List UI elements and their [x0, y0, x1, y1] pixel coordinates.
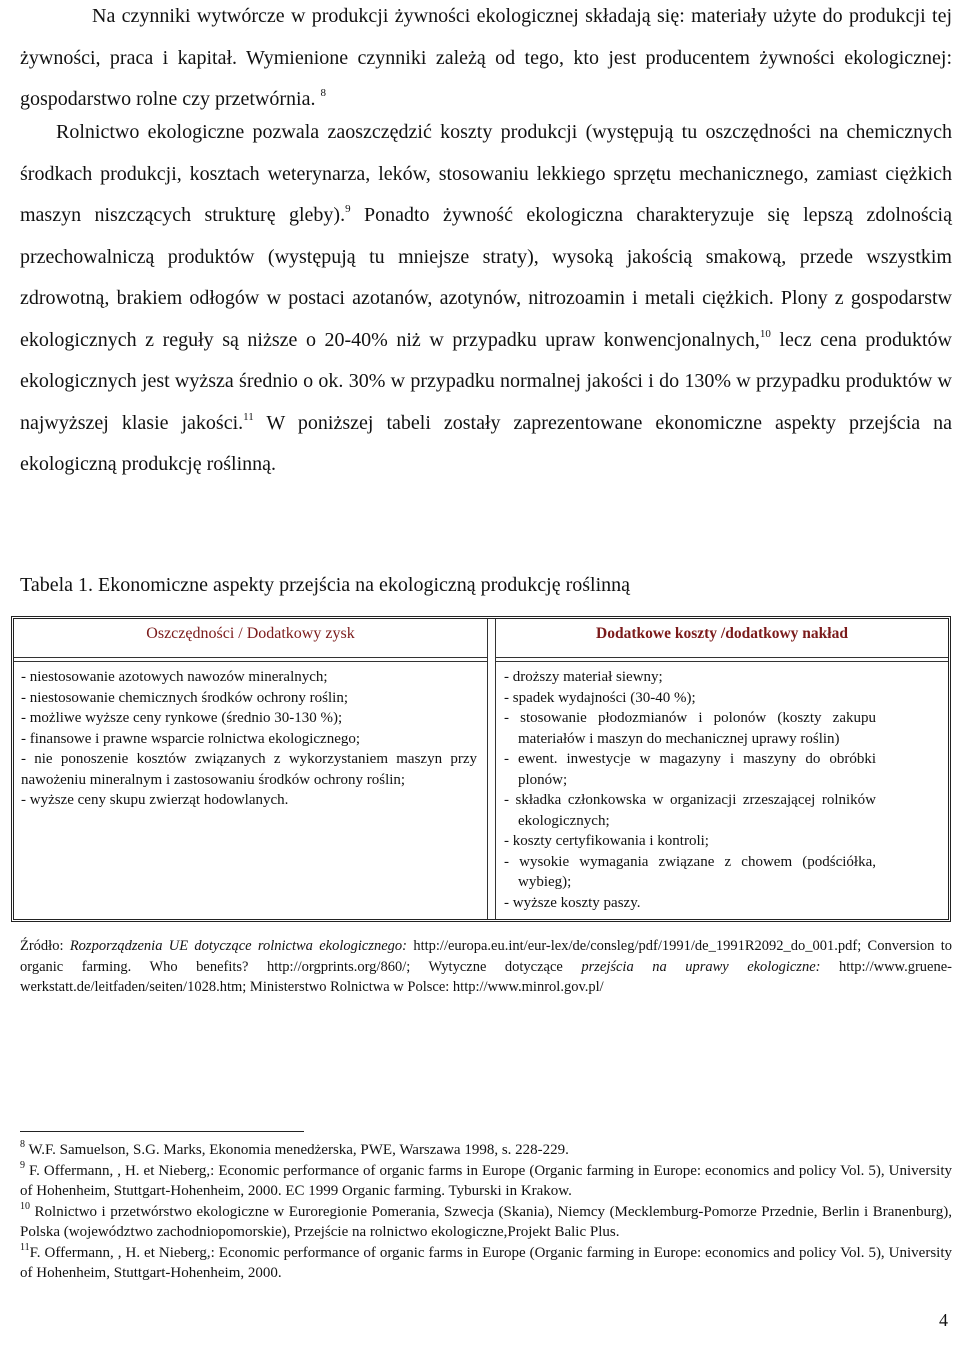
- footnote-separator: [20, 1131, 304, 1132]
- source-italic-1: Rozporządzenia UE dotyczące rolnictwa ekologicznego:: [69, 938, 408, 954]
- source-note: [20, 936, 952, 998]
- footnote-8: [20, 1140, 952, 1161]
- footnote-text: F. Offermann, , H. et Nieberg,: Economic performance of organic farms in Europe (Organic farming in Europe: economics and policy Vol. 5), University of Hohenheim, Stuttgart-Hohenheim, 2000. EC 1999 Organic farming. Tyburski in Krakow.: [20, 1162, 952, 1199]
- right-column-header: Dodatkowe koszty /dodatkowy nakład: [596, 625, 848, 642]
- footnote-number: 10: [20, 1200, 30, 1212]
- footnote-11: [20, 1243, 952, 1284]
- cost-item: - ewent. inwestycje w magazyny i maszyny do obróbki plonów;: [504, 751, 876, 788]
- source-label: Źródło:: [20, 938, 64, 954]
- paragraph-2-text-c: lecz cena produktów ekologicznych jest wyższa średnio o ok. 30% w przypadku normalnej jakości i do 130% w przypadku produktów w najwyższej klasie jakości.: [20, 328, 952, 434]
- page-number: 4: [939, 1310, 948, 1330]
- paragraph-1-text: Na czynniki wytwórcze w produkcji żywności ekologicznej składają się: materiały użyte do produkcji tej żywności, praca i kapitał. Wymienione czynniki zależą od tego, kto jest producentem żywności ekologicznej: gospodarstwo rolne czy przetwórnia.: [20, 5, 952, 110]
- footnote-number: 8: [20, 1139, 25, 1150]
- cost-item: - spadek wydajności (30-40 %);: [504, 689, 696, 706]
- cost-item: - wysokie wymagania związane z chowem (podściółka, wybieg);: [504, 853, 876, 890]
- paragraph-1: [20, 0, 952, 121]
- source-italic-2: przejścia na uprawy ekologiczne:: [581, 958, 821, 975]
- footnote-number: 11: [20, 1241, 30, 1253]
- footnote-ref-9: 9: [345, 203, 351, 215]
- savings-item: - niestosowanie azotowych nawozów mineralnych;: [21, 669, 328, 685]
- column-divider: [487, 619, 496, 919]
- cost-item: - koszty certyfikowania i kontroli;: [504, 833, 709, 849]
- table-caption: Tabela 1. Ekonomiczne aspekty przejścia na ekologiczną produkcję roślinną: [20, 574, 631, 596]
- economic-aspects-table: [11, 616, 951, 922]
- cost-item: - stosowanie płodozmianów i polonów (koszty zakupu materiałów i maszyn do mechanicznej uprawy roślin): [504, 710, 876, 747]
- footnote-9: [20, 1161, 952, 1202]
- savings-item: - możliwe wyższe ceny rynkowe (średnio 30-130 %);: [21, 710, 343, 726]
- footnote-ref-11: 11: [243, 410, 254, 423]
- footnote-ref-10: 10: [759, 327, 771, 340]
- savings-list: [21, 667, 477, 811]
- cost-item: - składka członkowska w organizacji zrzeszającej rolników ekologicznych;: [504, 792, 876, 829]
- header-rule-right: [496, 657, 948, 662]
- paragraph-2-text-d: W poniższej tabeli zostały zaprezentowane ekonomiczne aspekty przejścia na ekologiczną produkcję roślinną.: [20, 411, 953, 475]
- footnote-text: W.F. Samuelson, S.G. Marks, Ekonomia menedżerska, PWE, Warszawa 1998, s. 228-229.: [28, 1142, 569, 1158]
- savings-item: - nie ponoszenie kosztów związanych z wykorzystaniem maszyn przy nawożeniu mineralnym i zastosowaniu środków ochrony roślin;: [21, 751, 477, 788]
- footnotes: [20, 1140, 952, 1284]
- cost-item: - wyższe koszty paszy.: [504, 894, 641, 911]
- source-links-2: http://www.gruene-werkstatt.de/leitfaden/seiten/1028.htm; Ministerstwo Rolnictwa w Polsce: http://www.minrol.gov.pl/: [20, 958, 952, 995]
- paragraph-2-text-a: Rolnictwo ekologiczne pozwala zaoszczędzić koszty produkcji (występują tu oszczędności na chemicznych środkach produkcji, kosztach weterynarza, leków, stosowaniu lekkiego sprzętu mechanicznego, zamiast ciężkich maszyn niszczących strukturę gleby).: [20, 121, 952, 226]
- header-rule-left: [14, 657, 487, 662]
- footnote-number: 9: [20, 1159, 25, 1171]
- footnote-text: Rolnictwo i przetwórstwo ekologiczne w Euroregionie Pomerania, Szwecja (Skania), Niemcy (Mecklemburg-Pomorze Przednie, Berlin i Branenburg), Polska (województwo zachodniopomorskie), Przejście na rolnictwo ekologiczne,Projekt Balic Plus.: [20, 1203, 953, 1240]
- paragraph-2-text-b: Ponadto żywność ekologiczna charakteryzuje się lepszą zdolnością przechowalniczą produktów (występują tu mniejsze straty), wysoką jakością smakową, przede wszystkim zdrowotną, brakiem odłogów w postaci azotanów, azotynów, nitrozoamin i metali ciężkich. Plony z gospodarstw ekologicznych z reguły są niższe o 20-40% niż w przypadku upraw konwencjonalnych,: [20, 204, 952, 351]
- cost-item: - droższy materiał siewny;: [504, 669, 663, 685]
- left-column-header: Oszczędności / Dodatkowy zysk: [146, 625, 355, 642]
- footnote-ref-8: 8: [320, 87, 326, 99]
- savings-item: - wyższe ceny skupu zwierząt hodowlanych.: [21, 792, 289, 808]
- savings-item: - finansowe i prawne wsparcie rolnictwa ekologicznego;: [21, 730, 361, 747]
- footnote-10: [20, 1202, 952, 1243]
- source-links-1: http://europa.eu.int/eur-lex/de/consleg/pdf/1991/de_1991R2092_do_001.pdf; Conversion to organic farming. Who benefits? http://orgprints.org/860/; Wytyczne dotyczące: [20, 938, 953, 975]
- savings-item: - niestosowanie chemicznych środków ochrony roślin;: [21, 689, 349, 706]
- costs-list: [498, 667, 876, 913]
- paragraph-2: [20, 112, 952, 486]
- footnote-text: F. Offermann, , H. et Nieberg,: Economic performance of organic farms in Europe (Organic farming in Europe: economics and policy Vol. 5), University of Hohenheim, Stuttgart-Hohenheim, 2000.: [20, 1244, 952, 1281]
